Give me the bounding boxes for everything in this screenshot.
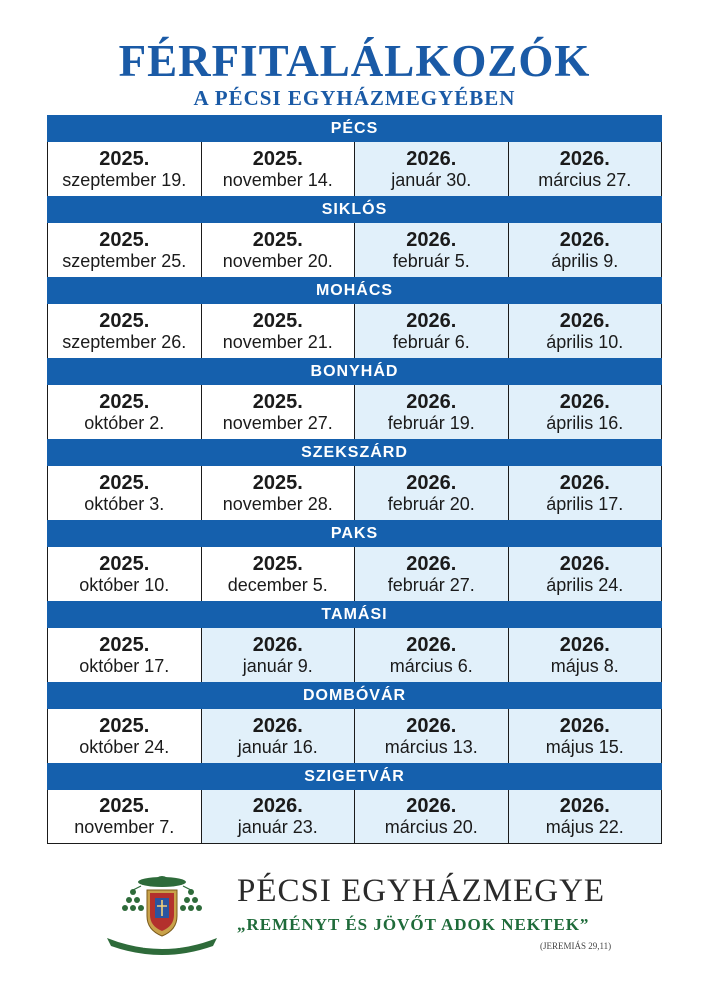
date-year: 2026. <box>559 147 610 170</box>
date-cell <box>202 790 356 843</box>
date-year: 2025. <box>99 714 150 737</box>
date-cell <box>355 709 509 763</box>
date-cell <box>509 223 662 277</box>
date-year: 2026. <box>406 309 457 332</box>
date-year: 2026. <box>559 795 610 817</box>
city-header: TAMÁSI <box>47 601 662 628</box>
date-day: május 22. <box>545 817 624 837</box>
date-cell <box>202 223 356 277</box>
date-year: 2025. <box>99 552 150 575</box>
page-title: FÉRFITALÁLKOZÓK <box>118 36 591 86</box>
date-row <box>47 142 662 196</box>
date-cell <box>355 628 509 682</box>
date-day: szeptember 19. <box>62 169 187 190</box>
date-day: október 3. <box>84 493 165 514</box>
date-day: március 13. <box>384 736 478 757</box>
date-day: november 21. <box>222 331 333 352</box>
date-cell <box>509 142 662 196</box>
date-year: 2025. <box>99 309 150 332</box>
date-day: május 8. <box>550 655 619 676</box>
city-header: SIKLÓS <box>47 196 662 223</box>
city-header: PÉCS <box>47 115 662 142</box>
date-cell <box>355 790 509 843</box>
date-row <box>47 223 662 277</box>
date-year: 2025. <box>99 633 150 656</box>
date-year: 2026. <box>559 390 610 413</box>
date-day: február 20. <box>387 493 475 514</box>
date-day: november 27. <box>222 412 333 433</box>
date-cell <box>355 142 509 196</box>
date-year: 2026. <box>559 633 610 656</box>
date-year: 2026. <box>559 714 610 737</box>
date-day: április 24. <box>546 574 624 595</box>
date-day: december 5. <box>227 574 328 595</box>
date-year: 2025. <box>252 390 303 413</box>
date-day: április 16. <box>546 412 624 433</box>
date-year: 2026. <box>252 633 303 656</box>
date-day: január 9. <box>242 655 313 676</box>
date-day: április 9. <box>551 250 619 271</box>
date-day: február 27. <box>387 574 475 595</box>
date-cell <box>355 466 509 520</box>
date-day: november 7. <box>74 817 175 837</box>
date-cell <box>509 790 662 843</box>
date-year: 2026. <box>252 714 303 737</box>
date-day: március 27. <box>538 169 632 190</box>
date-cell <box>509 628 662 682</box>
date-day: március 6. <box>389 655 473 676</box>
date-year: 2026. <box>406 633 457 656</box>
date-cell <box>509 709 662 763</box>
date-day: május 15. <box>545 736 624 757</box>
date-year: 2025. <box>99 795 150 817</box>
date-year: 2026. <box>406 552 457 575</box>
date-year: 2025. <box>99 228 150 251</box>
date-cell <box>202 304 356 358</box>
date-cell <box>509 547 662 601</box>
date-cell <box>202 628 356 682</box>
date-year: 2025. <box>99 147 150 170</box>
date-day: március 20. <box>384 817 478 837</box>
date-day: október 24. <box>79 736 170 757</box>
date-row <box>47 628 662 682</box>
footer-motto: „REMÉNYT ÉS JÖVŐT ADOK NEKTEK” <box>237 915 590 934</box>
date-day: november 20. <box>222 250 333 271</box>
date-year: 2026. <box>406 471 457 494</box>
date-year: 2025. <box>99 390 150 413</box>
date-cell <box>48 547 202 601</box>
date-row <box>47 466 662 520</box>
date-cell <box>48 709 202 763</box>
diocese-coat-of-arms-icon <box>103 868 221 956</box>
date-day: november 28. <box>222 493 333 514</box>
city-header: MOHÁCS <box>47 277 662 304</box>
date-day: szeptember 25. <box>62 250 187 271</box>
schedule-table <box>47 115 662 844</box>
date-row <box>47 304 662 358</box>
date-day: október 2. <box>84 412 165 433</box>
date-day: január 16. <box>237 736 318 757</box>
date-cell <box>509 466 662 520</box>
date-cell <box>48 790 202 843</box>
date-year: 2025. <box>252 309 303 332</box>
date-cell <box>202 466 356 520</box>
date-day: február 6. <box>392 331 470 352</box>
date-year: 2026. <box>559 552 610 575</box>
date-cell <box>202 547 356 601</box>
date-row <box>47 709 662 763</box>
date-year: 2026. <box>406 390 457 413</box>
date-day: február 5. <box>392 250 470 271</box>
date-cell <box>48 142 202 196</box>
date-cell <box>355 223 509 277</box>
date-cell <box>509 304 662 358</box>
date-cell <box>355 385 509 439</box>
date-year: 2026. <box>252 795 303 817</box>
date-cell <box>48 628 202 682</box>
date-day: február 19. <box>387 412 475 433</box>
city-header: BONYHÁD <box>47 358 662 385</box>
date-row <box>47 790 662 844</box>
date-cell <box>355 547 509 601</box>
footer-reference: (JEREMIÁS 29,11) <box>540 941 612 951</box>
date-year: 2026. <box>559 471 610 494</box>
date-day: április 17. <box>546 493 624 514</box>
page-subtitle: A PÉCSI EGYHÁZMEGYÉBEN <box>193 86 516 110</box>
date-day: január 23. <box>237 817 318 837</box>
date-year: 2025. <box>252 228 303 251</box>
date-day: április 10. <box>546 331 624 352</box>
date-cell <box>48 223 202 277</box>
city-header: PAKS <box>47 520 662 547</box>
date-cell <box>202 385 356 439</box>
footer-title: PÉCSI EGYHÁZMEGYE <box>237 873 606 909</box>
date-day: november 14. <box>222 169 333 190</box>
date-year: 2025. <box>252 552 303 575</box>
date-cell <box>202 142 356 196</box>
date-day: október 17. <box>79 655 170 676</box>
city-header: SZEKSZÁRD <box>47 439 662 466</box>
date-row <box>47 547 662 601</box>
city-header: SZIGETVÁR <box>47 763 662 790</box>
date-cell <box>48 304 202 358</box>
date-year: 2026. <box>559 309 610 332</box>
date-day: január 30. <box>391 169 472 190</box>
date-cell <box>509 385 662 439</box>
date-year: 2025. <box>252 147 303 170</box>
date-cell <box>48 466 202 520</box>
date-year: 2025. <box>99 471 150 494</box>
date-year: 2026. <box>406 228 457 251</box>
city-header: DOMBÓVÁR <box>47 682 662 709</box>
date-day: október 10. <box>79 574 170 595</box>
date-year: 2025. <box>252 471 303 494</box>
date-cell <box>202 709 356 763</box>
date-cell <box>355 304 509 358</box>
date-cell <box>48 385 202 439</box>
date-year: 2026. <box>406 147 457 170</box>
date-day: szeptember 26. <box>62 331 187 352</box>
date-year: 2026. <box>406 795 457 817</box>
date-year: 2026. <box>559 228 610 251</box>
logo-caption: ANNO DOMINI 1009 <box>143 944 181 949</box>
date-row <box>47 385 662 439</box>
date-year: 2026. <box>406 714 457 737</box>
